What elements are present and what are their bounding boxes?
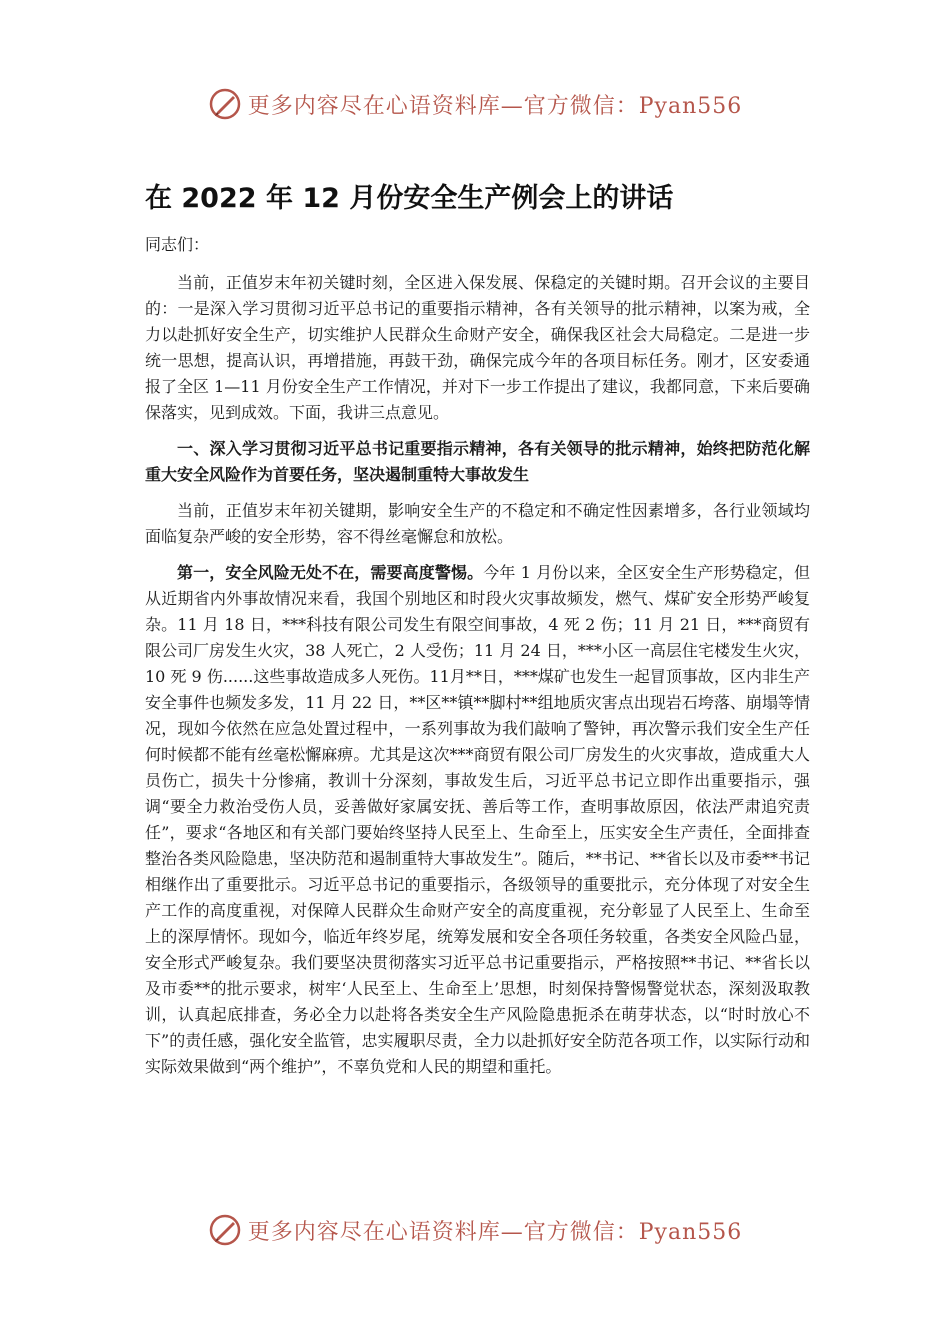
salutation: 同志们： [145,235,210,254]
section-1-heading: 一、深入学习贯彻习近平总书记重要指示精神，各有关领导的批示精神，始终把防范化解重大安全风险作为首要任务，坚决遏制重特大事故发生 [145,439,810,484]
document-title: 在 2022 年 12 月份安全生产例会上的讲话 [145,183,674,214]
header-banner [0,84,950,124]
point-1-paragraph [145,560,810,1080]
pen-logo-icon [208,1213,242,1247]
banner-text: 更多内容尽在心语资料库—官方微信：Pyan556 [247,93,743,119]
footer-banner [0,1210,950,1250]
pen-logo-icon [208,87,242,121]
section-1-intro: 当前，正值岁末年初关键期，影响安全生产的不稳定和不确定性因素增多，各行业领域均面临复杂严峻的安全形势，容不得丝毫懈怠和放松。 [145,501,810,546]
document-body [145,232,810,1090]
point-1-lead: 第一，安全风险无处不在，需要高度警惕。 [177,563,484,582]
intro-paragraph: 当前，正值岁末年初关键时刻，全区进入保发展、保稳定的关键时期。召开会议的主要目的：一是深入学习贯彻习近平总书记的重要指示精神，各有关领导的批示精神，以案为戒，全力以赴抓好安全生产，切实维护人民群众生命财产安全，确保我区社会大局稳定。二是进一步统一思想，提高认识，再增措施，再鼓干劲，确保完成今年的各项目标任务。刚才，区安委通报了全区 1—11 月份安全生产工作情况，并对下一步工作提出了建议，我都同意，下来后要确保落实，见到成效。下面，我讲三点意见。 [145,273,810,422]
point-1-body: 今年 1 月份以来，全区安全生产形势稳定，但从近期省内外事故情况来看，我国个别地区和时段火灾事故频发，燃气、煤矿安全形势严峻复杂。11 月 18 日，***科技有限公司发生有限空间事故，4 死 2 伤；11 月 21 日，***商贸有限公司厂房发生火灾，38 人死亡，2 人受伤；11 月 24 日，***小区一高层住宅楼发生火灾，10 死 9 伤......这些事故造成多人死伤。11月**日，***煤矿也发生一起冒顶事故，区内非生产安全事件也频发多发，11 月 22 日，**区**镇**脚村**组地质灾害点出现岩石垮落、崩塌等情况，现如今依然在应急处置过程中，一系列事故为我们敲响了警钟，再次警示我们安全生产任何时候都不能有丝毫松懈麻痹。尤其是这次***商贸有限公司厂房发生的火灾事故，造成重大人员伤亡，损失十分惨痛，教训十分深刻，事故发生后，习近平总书记立即作出重要指示，强调“要全力救治受伤人员，妥善做好家属安抚、善后等工作，查明事故原因，依法严肃追究责任”，要求“各地区和有关部门要始终坚持人民至上、生命至上，压实安全生产责任，全面排查整治各类风险隐患，坚决防范和遏制重特大事故发生”。随后，**书记、**省长以及市委**书记相继作出了重要批示。习近平总书记的重要指示，各级领导的重要批示，充分体现了对安全生产工作的高度重视，对保障人民群众生命财产安全的高度重视，充分彰显了人民至上、生命至上的深厚情怀。现如今，临近年终岁尾，统筹发展和安全各项任务较重，各类安全风险凸显，安全形式严峻复杂。我们要坚决贯彻落实习近平总书记重要指示，严格按照**书记、**省长以及市委**的批示要求，树牢‘人民至上、生命至上’思想，时刻保持警惕警觉状态，深刻汲取教训，认真起底排查，务必全力以赴将各类安全生产风险隐患扼杀在萌芽状态，以“时时放心不下”的责任感，强化安全监管，忠实履职尽责，全力以赴抓好安全防范各项工作，以实际行动和实际效果做到“两个维护”，不辜负党和人民的期望和重托。 [145,563,810,1076]
banner-text: 更多内容尽在心语资料库—官方微信：Pyan556 [247,1219,743,1245]
